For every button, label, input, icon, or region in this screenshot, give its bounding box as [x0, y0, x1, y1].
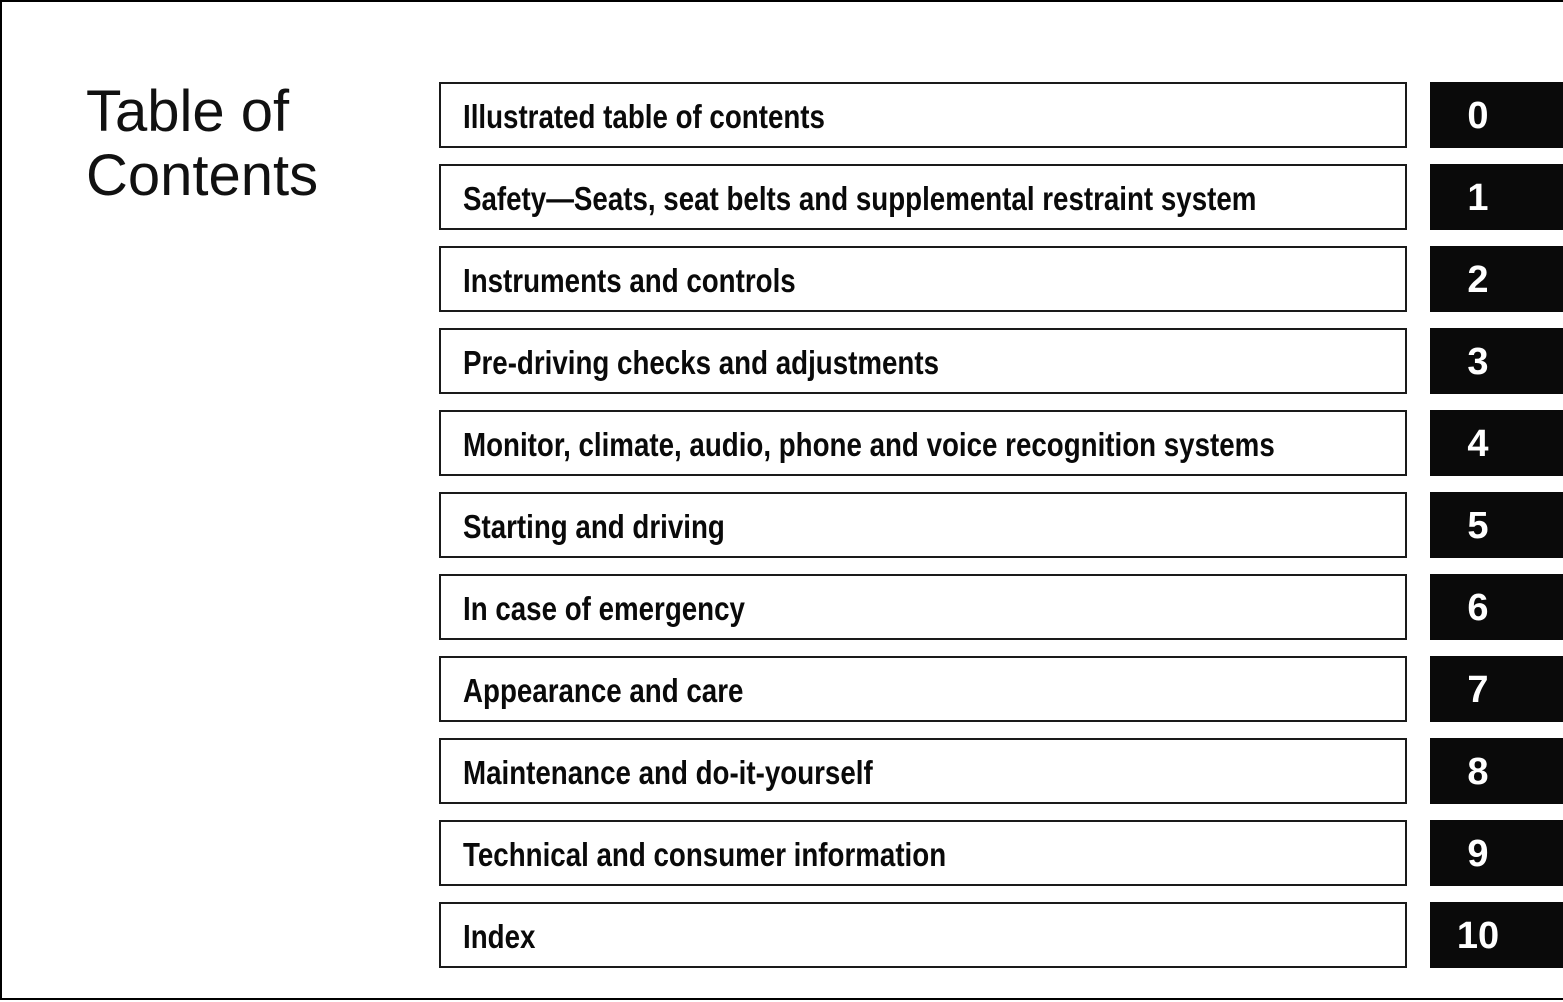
toc-section-tab[interactable] — [1430, 410, 1563, 476]
toc-section-number: 1 — [1467, 177, 1489, 219]
toc-section-link[interactable] — [439, 656, 1407, 722]
toc-section-link[interactable] — [439, 492, 1407, 558]
toc-section-tab[interactable] — [1430, 246, 1563, 312]
toc-section-label: In case of emergency — [463, 590, 745, 627]
toc-section-label: Maintenance and do-it-yourself — [463, 754, 873, 791]
toc-section-link[interactable] — [439, 410, 1407, 476]
toc-section-link[interactable] — [439, 902, 1407, 968]
toc-entry-9 — [2, 820, 1563, 886]
toc-entry-0 — [2, 79, 1563, 148]
toc-section-link[interactable] — [439, 738, 1407, 804]
toc-section-label: Instruments and controls — [463, 262, 796, 299]
toc-section-number: 2 — [1467, 259, 1489, 301]
toc-entry-7 — [2, 656, 1563, 722]
toc-section-tab[interactable] — [1430, 328, 1563, 394]
toc-section-tab[interactable] — [1430, 738, 1563, 804]
toc-section-number: 0 — [1467, 95, 1489, 137]
toc-section-label: Index — [463, 918, 536, 955]
page-title-line-2: Contents — [86, 143, 319, 208]
toc-section-tab[interactable] — [1430, 656, 1563, 722]
toc-section-number: 5 — [1467, 505, 1489, 547]
toc-section-number: 6 — [1467, 587, 1489, 629]
toc-section-link[interactable] — [439, 246, 1407, 312]
toc-section-number: 7 — [1467, 669, 1489, 711]
toc-section-label: Starting and driving — [463, 508, 725, 545]
toc-section-tab[interactable] — [1430, 902, 1563, 968]
toc-section-label: Appearance and care — [463, 672, 744, 709]
toc-section-link[interactable] — [439, 82, 1407, 148]
toc-section-number: 8 — [1467, 751, 1489, 793]
toc-section-label: Technical and consumer information — [463, 836, 947, 873]
toc-section-tab[interactable] — [1430, 164, 1563, 230]
toc-section-link[interactable] — [439, 820, 1407, 886]
toc-section-link[interactable] — [439, 164, 1407, 230]
toc-entry-3 — [2, 328, 1563, 394]
toc-section-label: Monitor, climate, audio, phone and voice recognition systems — [463, 426, 1275, 463]
toc-section-tab[interactable] — [1430, 574, 1563, 640]
toc-section-label: Pre-driving checks and adjustments — [463, 344, 940, 381]
toc-section-number: 10 — [1456, 915, 1500, 957]
toc-entry-1 — [2, 164, 1563, 230]
toc-section-number: 3 — [1467, 341, 1489, 383]
toc-section-tab[interactable] — [1430, 820, 1563, 886]
toc-section-tab[interactable] — [1430, 492, 1563, 558]
toc-section-link[interactable] — [439, 574, 1407, 640]
toc-section-tab[interactable] — [1430, 82, 1563, 148]
toc-section-label: Safety—Seats, seat belts and supplemental restraint system — [463, 180, 1257, 217]
toc-entry-8 — [2, 738, 1563, 804]
toc-list — [2, 2, 1563, 1002]
toc-entry-5 — [2, 492, 1563, 558]
toc-entry-2 — [2, 246, 1563, 312]
page-title-line-1: Table of — [86, 79, 290, 144]
toc-section-number: 9 — [1467, 833, 1489, 875]
toc-entry-4 — [2, 410, 1563, 476]
toc-section-label: Illustrated table of contents — [463, 98, 825, 135]
toc-entry-6 — [2, 574, 1563, 640]
toc-section-link[interactable] — [439, 328, 1407, 394]
toc-entry-10 — [2, 902, 1563, 968]
toc-section-number: 4 — [1467, 423, 1489, 465]
